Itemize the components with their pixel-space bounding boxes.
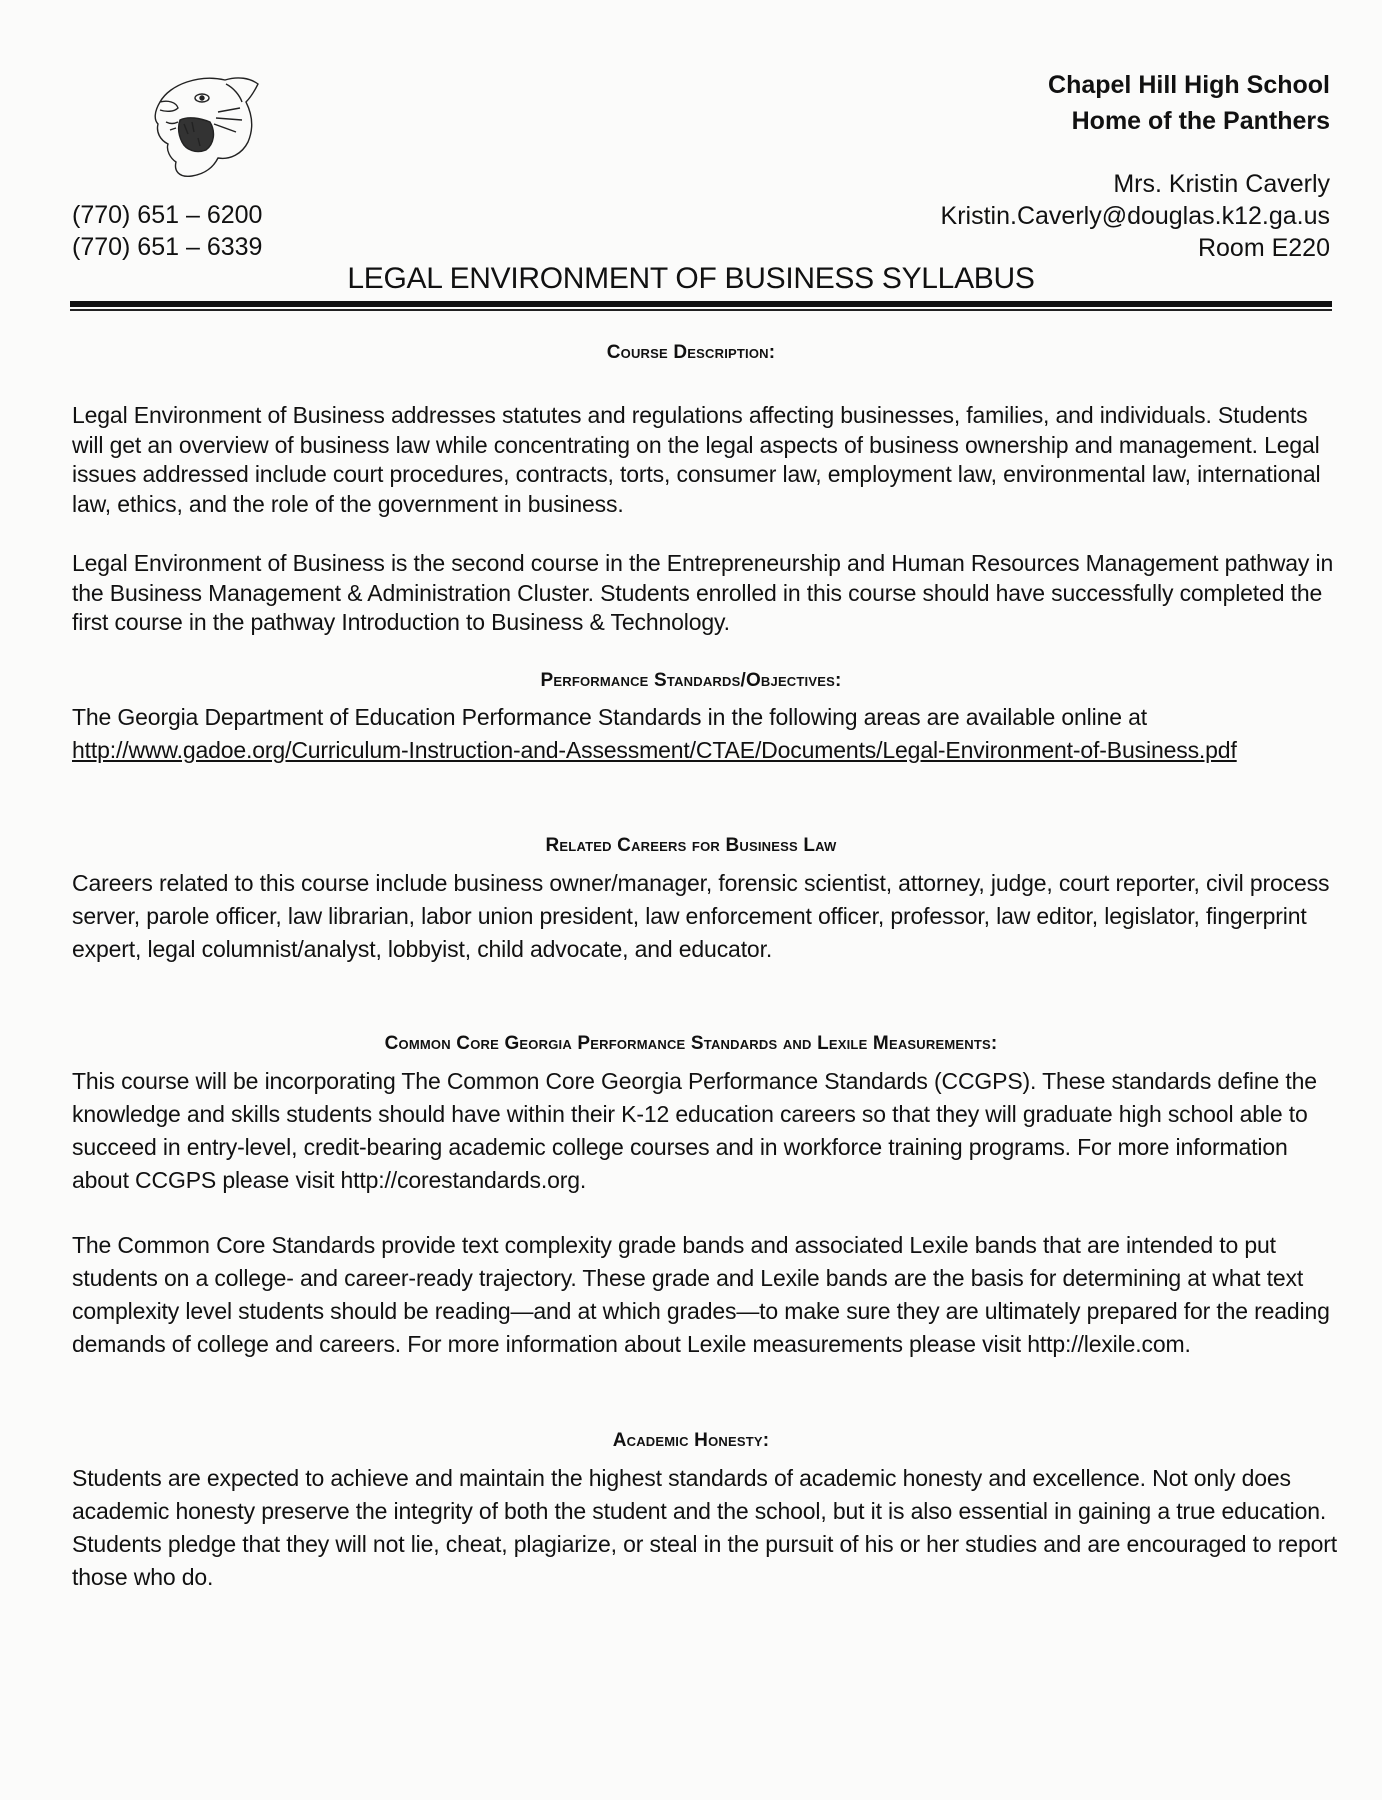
gadoe-standards-link[interactable]: http://www.gadoe.org/Curriculum-Instruction-and-Assessment/CTAE/Documents/Legal-Environment-of-Business.pdf	[72, 737, 1237, 763]
course-description-paragraph: Legal Environment of Business addresses statutes and regulations affecting businesses, families, and individuals. Students will get an overview of business law while concentrating on the legal aspects of business ownership and management. Legal issues addressed include court procedures, contracts, torts, consumer law, employment law, environmental law, international law, ethics, and the role of the government in business.	[72, 402, 1321, 517]
section-heading-common-core: Common Core Georgia Performance Standards and Lexile Measurements:	[384, 1033, 998, 1054]
school-name: Chapel Hill High School	[1048, 71, 1330, 99]
school-info	[1048, 67, 1330, 139]
phone-numbers	[72, 199, 262, 263]
section-heading-performance-standards: Performance Standards/Objectives:	[540, 670, 842, 691]
course-description-paragraph: Legal Environment of Business is the second course in the Entrepreneurship and Human Resources Management pathway in the Business Management & Administration Cluster. Students enrolled in this course should have successfully completed the first course in the pathway Introduction to Business & Technology.	[72, 550, 1334, 635]
teacher-email: Kristin.Caverly@douglas.k12.ga.us	[940, 202, 1330, 230]
section-heading-course-description: Course Description:	[606, 342, 776, 363]
divider-thin	[70, 309, 1332, 311]
performance-standards-text: The Georgia Department of Education Performance Standards in the following areas are available online at	[72, 704, 1147, 730]
teacher-name: Mrs. Kristin Caverly	[1113, 170, 1330, 198]
section-heading-academic-honesty: Academic Honesty:	[612, 1430, 770, 1451]
section-heading-related-careers: Related Careers for Business Law	[545, 835, 837, 856]
performance-standards-paragraph	[72, 701, 1342, 767]
panther-head-icon	[130, 62, 270, 182]
room-number: Room E220	[1197, 234, 1330, 262]
related-careers-paragraph: Careers related to this course include business owner/manager, forensic scientist, attorney, judge, court reporter, civil process server, parole officer, law librarian, labor union president, law enforcement officer, professor, law editor, legislator, fingerprint expert, legal columnist/analyst, lobbyist, child advocate, and educator.	[72, 870, 1330, 962]
phone-number: (770) 651 – 6339	[72, 233, 263, 261]
divider-thick	[70, 301, 1332, 307]
page-title: LEGAL ENVIRONMENT OF BUSINESS SYLLABUS	[347, 262, 1035, 295]
phone-number: (770) 651 – 6200	[72, 201, 263, 229]
common-core-paragraph: The Common Core Standards provide text complexity grade bands and associated Lexile bands that are intended to put students on a college- and career-ready trajectory. These grade and Lexile bands are the basis for determining at what text complexity level students should be reading—and at which grades—to make sure they are ultimately prepared for the reading demands of college and careers. For more information about Lexile measurements please visit http://lexile.com.	[72, 1232, 1330, 1357]
common-core-paragraph: This course will be incorporating The Common Core Georgia Performance Standards (CCGPS). These standards define the knowledge and skills students should have within their K-12 education careers so that they will graduate high school able to succeed in entry-level, credit-bearing academic college courses and in workforce training programs. For more information about CCGPS please visit http://corestandards.org.	[72, 1068, 1317, 1193]
academic-honesty-paragraph: Students are expected to achieve and maintain the highest standards of academic honesty and excellence. Not only does academic honesty preserve the integrity of both the student and the school, but it is also essential in gaining a true education. Students pledge that they will not lie, cheat, plagiarize, or steal in the pursuit of his or her studies and are encouraged to report those who do.	[72, 1465, 1337, 1590]
school-motto: Home of the Panthers	[1071, 107, 1330, 135]
teacher-info	[941, 168, 1330, 264]
